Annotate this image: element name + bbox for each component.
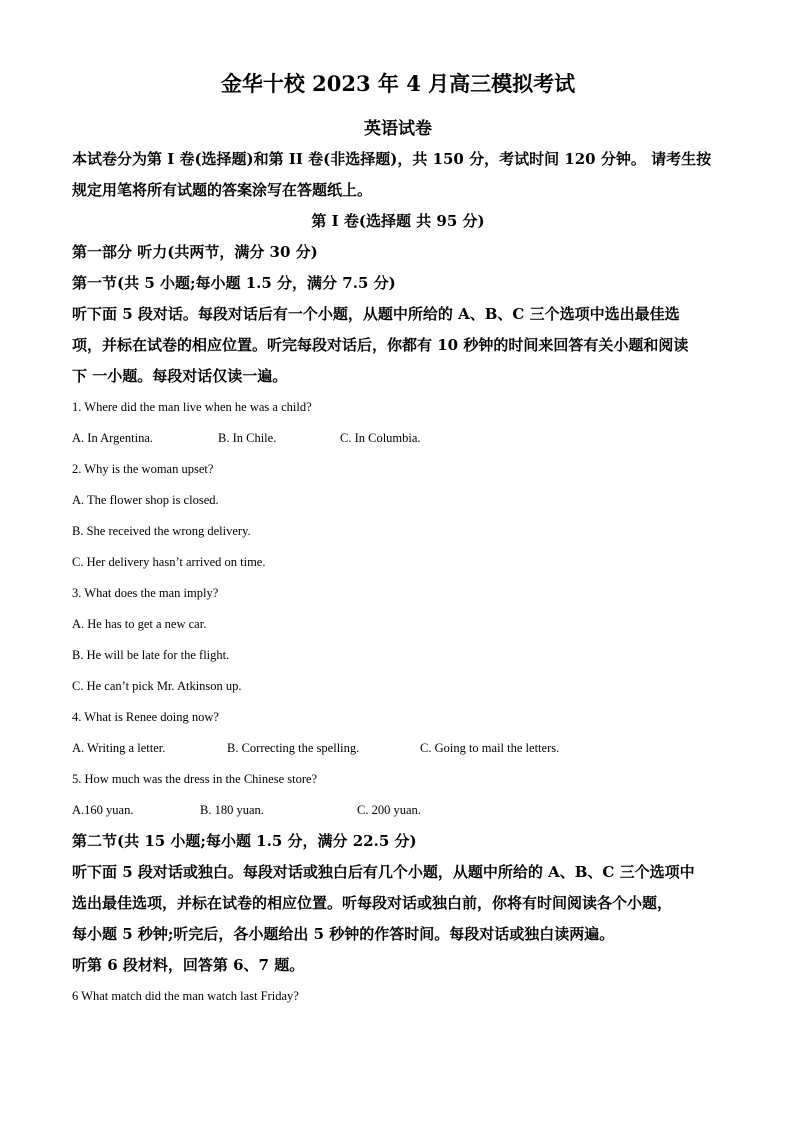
material-6-heading: 听第 6 段材料，回答第 6、7 题。 <box>72 956 305 974</box>
intro-line-2: 规定用笔将所有试题的答案涂写在答题纸上。 <box>72 181 373 199</box>
section2-instruction-2: 选出最佳选项，并标在试卷的相应位置。听每段对话或独白前，你将有时间阅读各个小题， <box>72 894 673 912</box>
section1-instruction-2: 项，并标在试卷的相应位置。听完每段对话后，你都有 10 秒钟的时间来回答有关小题和阅读 <box>72 336 689 354</box>
question-4-options <box>72 733 724 764</box>
question-1-options <box>72 423 724 454</box>
option-a: A. Writing a letter. <box>72 741 166 755</box>
section2-heading: 第二节(共 15 小题;每小题 1.5 分，满分 22.5 分) <box>72 832 417 850</box>
exam-page <box>72 62 724 1012</box>
section1-instruction-1: 听下面 5 段对话。每段对话后有一个小题，从题中所给的 A、B、C 三个选项中选出最佳选 <box>72 305 680 323</box>
section2-instruction-3: 每小题 5 秒钟;听完后，各小题给出 5 秒钟的作答时间。每段对话或独白读两遍。 <box>72 925 615 943</box>
intro-line-1: 本试卷分为第 I 卷(选择题)和第 II 卷(非选择题)，共 150 分，考试时间 120 分钟。 请考生按 <box>72 150 712 168</box>
option-c: C. 200 yuan. <box>357 803 421 817</box>
option-a: A. In Argentina. <box>72 431 154 445</box>
page-subtitle: 英语试卷 <box>364 119 432 139</box>
question-5-stem: 5. How much was the dress in the Chinese store? <box>72 772 318 786</box>
question-3-option-c: C. He can’t pick Mr. Atkinson up. <box>72 679 242 693</box>
question-2-stem: 2. Why is the woman upset? <box>72 462 214 476</box>
question-5-options <box>72 795 724 826</box>
option-b: B. In Chile. <box>218 431 277 445</box>
option-b: B. Correcting the spelling. <box>227 741 360 755</box>
section1-heading: 第一节(共 5 小题;每小题 1.5 分，满分 7.5 分) <box>72 274 396 292</box>
page-title: 金华十校 2023 年 4 月高三模拟考试 <box>220 71 576 96</box>
option-c: C. Going to mail the letters. <box>420 741 560 755</box>
question-4-stem: 4. What is Renee doing now? <box>72 710 219 724</box>
question-1-stem: 1. Where did the man live when he was a child? <box>72 400 312 414</box>
section2-instruction-1: 听下面 5 段对话或独白。每段对话或独白后有几个小题，从题中所给的 A、B、C 三个选项中 <box>72 863 695 881</box>
question-2-option-a: A. The flower shop is closed. <box>72 493 219 507</box>
question-2-option-c: C. Her delivery hasn’t arrived on time. <box>72 555 266 569</box>
section1-instruction-3: 下 一小题。每段对话仅读一遍。 <box>72 367 288 385</box>
question-6-stem: 6 What match did the man watch last Friday? <box>72 989 299 1003</box>
volume-heading: 第 I 卷(选择题 共 95 分) <box>311 212 485 230</box>
question-3-option-b: B. He will be late for the flight. <box>72 648 230 662</box>
question-3-stem: 3. What does the man imply? <box>72 586 219 600</box>
question-3-option-a: A. He has to get a new car. <box>72 617 207 631</box>
part-heading: 第一部分 听力(共两节，满分 30 分) <box>72 243 318 261</box>
option-a: A.160 yuan. <box>72 803 134 817</box>
question-2-option-b: B. She received the wrong delivery. <box>72 524 251 538</box>
option-c: C. In Columbia. <box>340 431 421 445</box>
option-b: B. 180 yuan. <box>200 803 264 817</box>
